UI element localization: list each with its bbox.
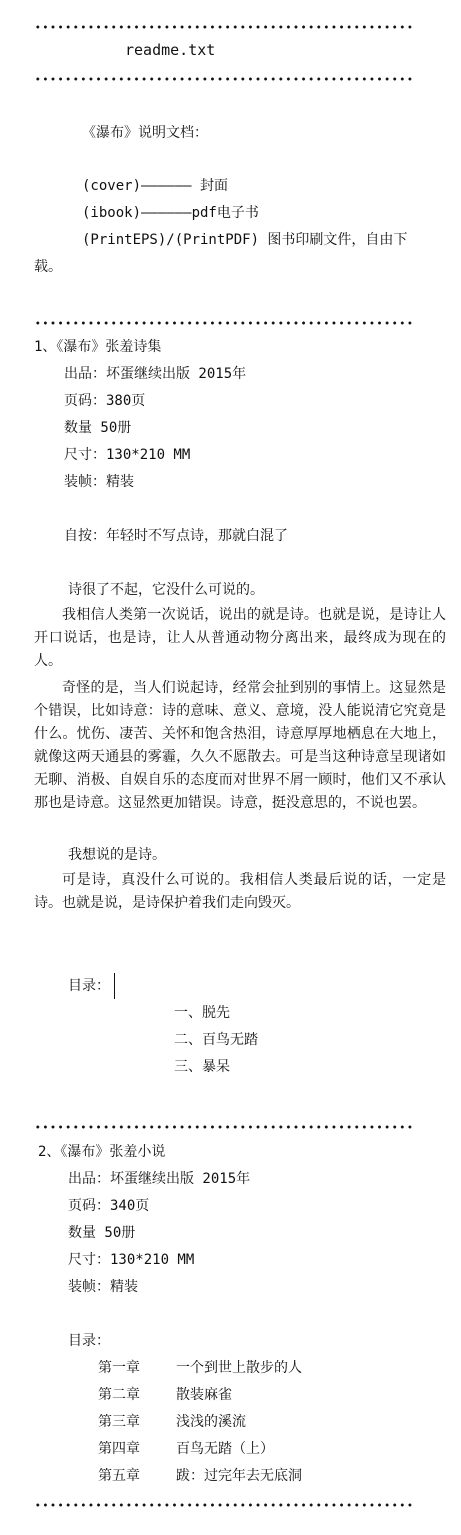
chapter-title: 散装麻雀: [176, 1387, 232, 1403]
book1-paragraph: 我相信人类第一次说话，说出的就是诗。也就是说，是诗让人开口说话，也是诗，让人从普通动物分离出来，最终成为现在的人。: [34, 607, 446, 669]
chapter-title: 一个到世上散步的人: [176, 1360, 302, 1376]
print-line-cont: 载。: [34, 259, 62, 275]
file-title: readme.txt: [125, 41, 216, 59]
chapter-number: 第二章: [98, 1387, 140, 1403]
chapter-number: 第五章: [98, 1468, 140, 1484]
book2-size: 尺寸：130*210 MM: [68, 1252, 195, 1268]
book1-toc-item: 三、暴呆: [174, 1059, 230, 1075]
book1-toc-label: 目录：: [68, 978, 110, 994]
book1-toc-item: 二、百鸟无踏: [174, 1032, 258, 1048]
book1-paragraph: 我想说的是诗。: [68, 847, 166, 863]
dotted-divider: [34, 24, 414, 30]
dotted-divider: [34, 76, 414, 82]
text-cursor: [114, 973, 115, 999]
book1-quantity: 数量 50册: [64, 420, 132, 436]
book2-pages: 页码：340页: [68, 1198, 150, 1214]
book1-paragraph: 奇怪的是，当人们说起诗，经常会扯到别的事情上。这显然是个错误，比如诗意：诗的意味、意义、意境，没人能说清它究竟是什么。忧伤、凄苦、关怀和饱含热泪，诗意厚厚地栖息在大地上，就像这两天通县的雾霾，久久不愿散去。可是当这种诗意呈现诸如无聊、消极、自娱自乐的态度而对世界不屑一顾时，他们又不承认那也是诗意。这显然更加错误。诗意，挺没意思的，不说也罢。: [34, 680, 446, 811]
book1-heading: 1、《瀑布》张羞诗集: [34, 339, 162, 355]
book2-heading: 2、《瀑布》张羞小说: [38, 1144, 166, 1160]
chapter-title: 百鸟无踏（上）: [176, 1441, 274, 1457]
book2-toc-label: 目录：: [68, 1333, 110, 1349]
cover-line: (cover)—————— 封面: [82, 178, 229, 194]
chapter-number: 第三章: [98, 1414, 140, 1430]
chapter-title: 跋：过完年去无底洞: [176, 1468, 302, 1484]
dotted-divider: [34, 1502, 414, 1508]
print-line: (PrintEPS)/(PrintPDF) 图书印刷文件，自由下: [82, 232, 408, 248]
book1-paragraph: 诗很了不起，它没什么可说的。: [68, 582, 264, 598]
book1-publisher: 出品：坏蛋继续出版 2015年: [64, 366, 247, 382]
intro-title: 《瀑布》说明文档：: [82, 125, 208, 141]
book2-binding: 装帧：精装: [68, 1279, 138, 1295]
book2-publisher: 出品：坏蛋继续出版 2015年: [68, 1171, 251, 1187]
chapter-number: 第一章: [98, 1360, 140, 1376]
chapter-title: 浅浅的溪流: [176, 1414, 246, 1430]
ibook-line: (ibook)——————pdf电子书: [82, 205, 259, 221]
book1-toc-item: 一、脱先: [174, 1005, 230, 1021]
dotted-divider: [34, 320, 414, 326]
book1-binding: 装帧：精装: [64, 474, 134, 490]
book1-size: 尺寸：130*210 MM: [64, 447, 191, 463]
dotted-divider: [34, 1124, 414, 1130]
book2-quantity: 数量 50册: [68, 1225, 136, 1241]
book1-paragraph: 可是诗，真没什么可说的。我相信人类最后说的话，一定是诗。也就是说，是诗保护着我们走向毁灭。: [34, 872, 446, 911]
chapter-number: 第四章: [98, 1441, 140, 1457]
book1-pages: 页码：380页: [64, 393, 146, 409]
book1-note: 自按：年轻时不写点诗，那就白混了: [64, 528, 288, 544]
